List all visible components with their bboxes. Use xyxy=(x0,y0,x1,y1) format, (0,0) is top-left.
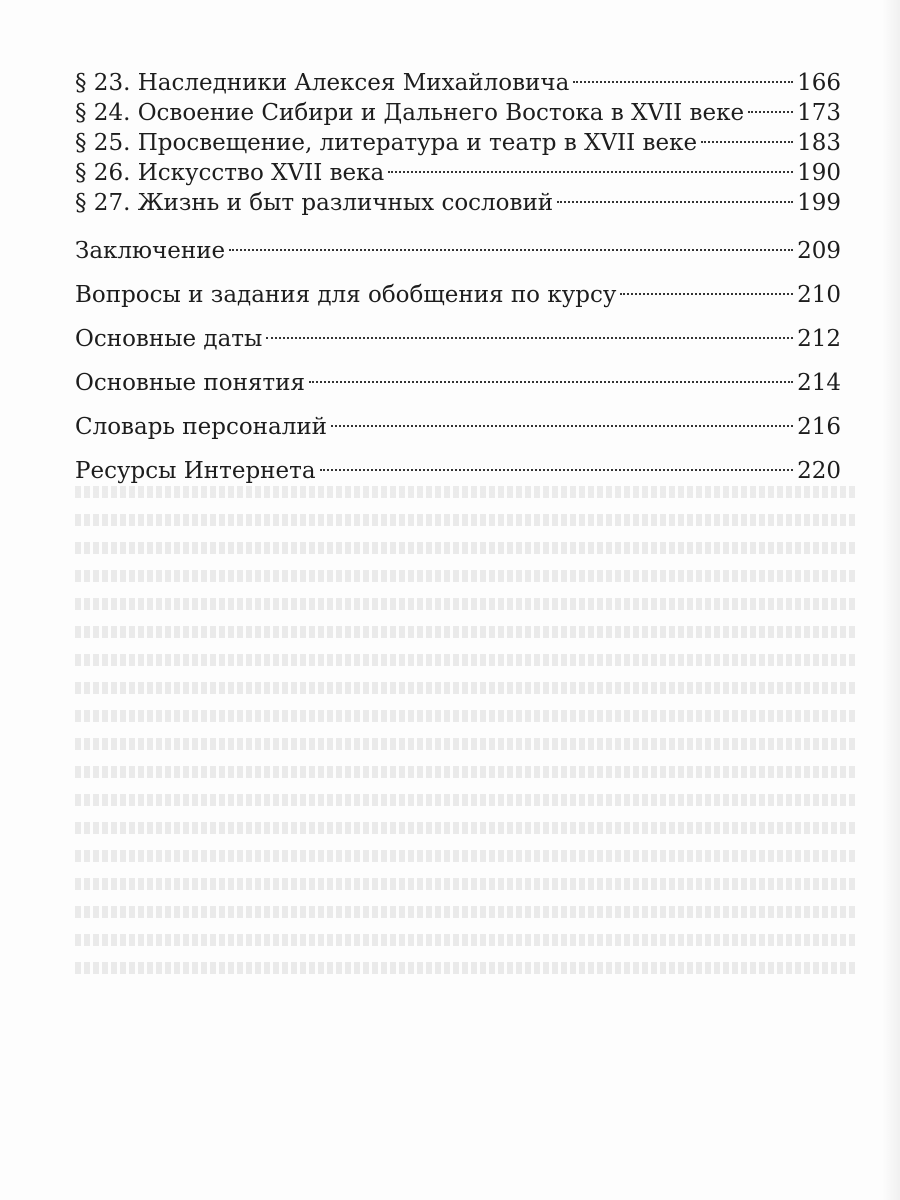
toc-entry-page: 190 xyxy=(797,160,841,186)
dot-leader xyxy=(331,404,793,434)
toc-entry-label: § 27. Жизнь и быт различных сословий xyxy=(75,190,554,216)
toc-entry-page: 166 xyxy=(797,70,841,96)
toc-entry-label: Основные понятия xyxy=(75,370,305,396)
page-edge-shadow xyxy=(882,0,900,1200)
section-list xyxy=(75,60,841,216)
dot-leader xyxy=(620,272,793,302)
toc-entry-persons-dictionary[interactable] xyxy=(75,404,841,440)
dot-leader xyxy=(748,90,793,120)
dot-leader xyxy=(557,180,793,210)
toc-entry-review-questions[interactable] xyxy=(75,272,841,308)
toc-entry-internet-resources[interactable] xyxy=(75,448,841,484)
toc-entry-page: 183 xyxy=(797,130,841,156)
reverse-side-bleed-through xyxy=(75,470,855,990)
dot-leader xyxy=(388,150,793,180)
toc-entry-label: Словарь персоналий xyxy=(75,414,327,440)
appendix-list xyxy=(75,228,841,484)
toc-entry-label: § 26. Искусство XVII века xyxy=(75,160,385,186)
toc-entry-label: § 23. Наследники Алексея Михайловича xyxy=(75,70,570,96)
dot-leader xyxy=(701,120,793,150)
table-of-contents xyxy=(75,60,841,484)
toc-entry-page: 199 xyxy=(797,190,841,216)
toc-entry-page: 209 xyxy=(797,238,841,264)
toc-entry-page: 210 xyxy=(797,282,841,308)
toc-entry-key-terms[interactable] xyxy=(75,360,841,396)
toc-entry-page: 220 xyxy=(797,458,841,484)
toc-entry-key-dates[interactable] xyxy=(75,316,841,352)
dot-leader xyxy=(573,60,793,90)
toc-entry-label: § 24. Освоение Сибири и Дальнего Востока в XVII веке xyxy=(75,100,745,126)
toc-entry-section-23[interactable] xyxy=(75,60,841,96)
dot-leader xyxy=(309,360,793,390)
toc-entry-label: Основные даты xyxy=(75,326,263,352)
toc-entry-label: § 25. Просвещение, литература и театр в XVII веке xyxy=(75,130,698,156)
toc-entry-page: 173 xyxy=(797,100,841,126)
dot-leader xyxy=(229,228,793,258)
toc-entry-label: Заключение xyxy=(75,238,226,264)
toc-entry-label: Вопросы и задания для обобщения по курсу xyxy=(75,282,617,308)
dot-leader xyxy=(320,448,794,478)
toc-entry-page: 212 xyxy=(797,326,841,352)
toc-entry-conclusion[interactable] xyxy=(75,228,841,264)
toc-entry-page: 214 xyxy=(797,370,841,396)
toc-entry-label: Ресурсы Интернета xyxy=(75,458,316,484)
dot-leader xyxy=(266,316,793,346)
toc-entry-page: 216 xyxy=(797,414,841,440)
